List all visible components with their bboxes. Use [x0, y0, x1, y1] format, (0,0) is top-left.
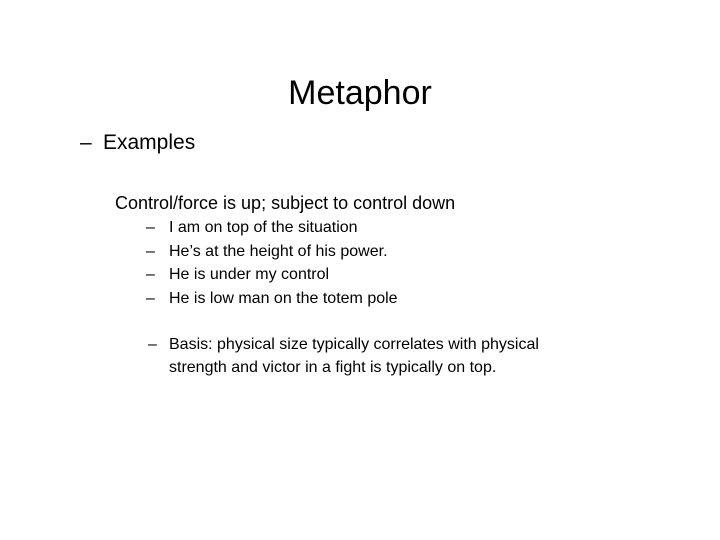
basis-first-line: [148, 336, 539, 353]
bullet-examples: [80, 128, 195, 158]
bullet-dash: –: [146, 242, 155, 260]
metaphor-subheading: Control/force is up; subject to control down: [115, 193, 456, 213]
basis-bullet: [148, 333, 539, 379]
list-item: [146, 240, 398, 264]
list-item: [146, 263, 398, 287]
example-list: [146, 216, 398, 310]
list-item-text: I am on top of the situation: [169, 219, 358, 236]
bullet-dash: –: [146, 219, 155, 236]
bullet-examples-text: Examples: [103, 131, 196, 154]
list-item-text: He is low man on the totem pole: [169, 289, 398, 307]
bullet-dash: –: [148, 336, 157, 353]
list-item: [146, 287, 398, 311]
list-item-text: He’s at the height of his power.: [169, 242, 388, 260]
title-text: Metaphor: [288, 74, 432, 112]
list-item-text: He is under my control: [169, 266, 330, 283]
list-item: [146, 216, 398, 240]
slide-title: [0, 72, 720, 114]
basis-line1-text: Basis: physical size typically correlates with physical: [169, 336, 539, 353]
bullet-dash: –: [146, 266, 155, 283]
basis-line2-text: strength and victor in a fight is typically on top.: [169, 359, 497, 376]
bullet-dash: –: [146, 289, 155, 307]
bullet-dash: –: [80, 131, 92, 154]
